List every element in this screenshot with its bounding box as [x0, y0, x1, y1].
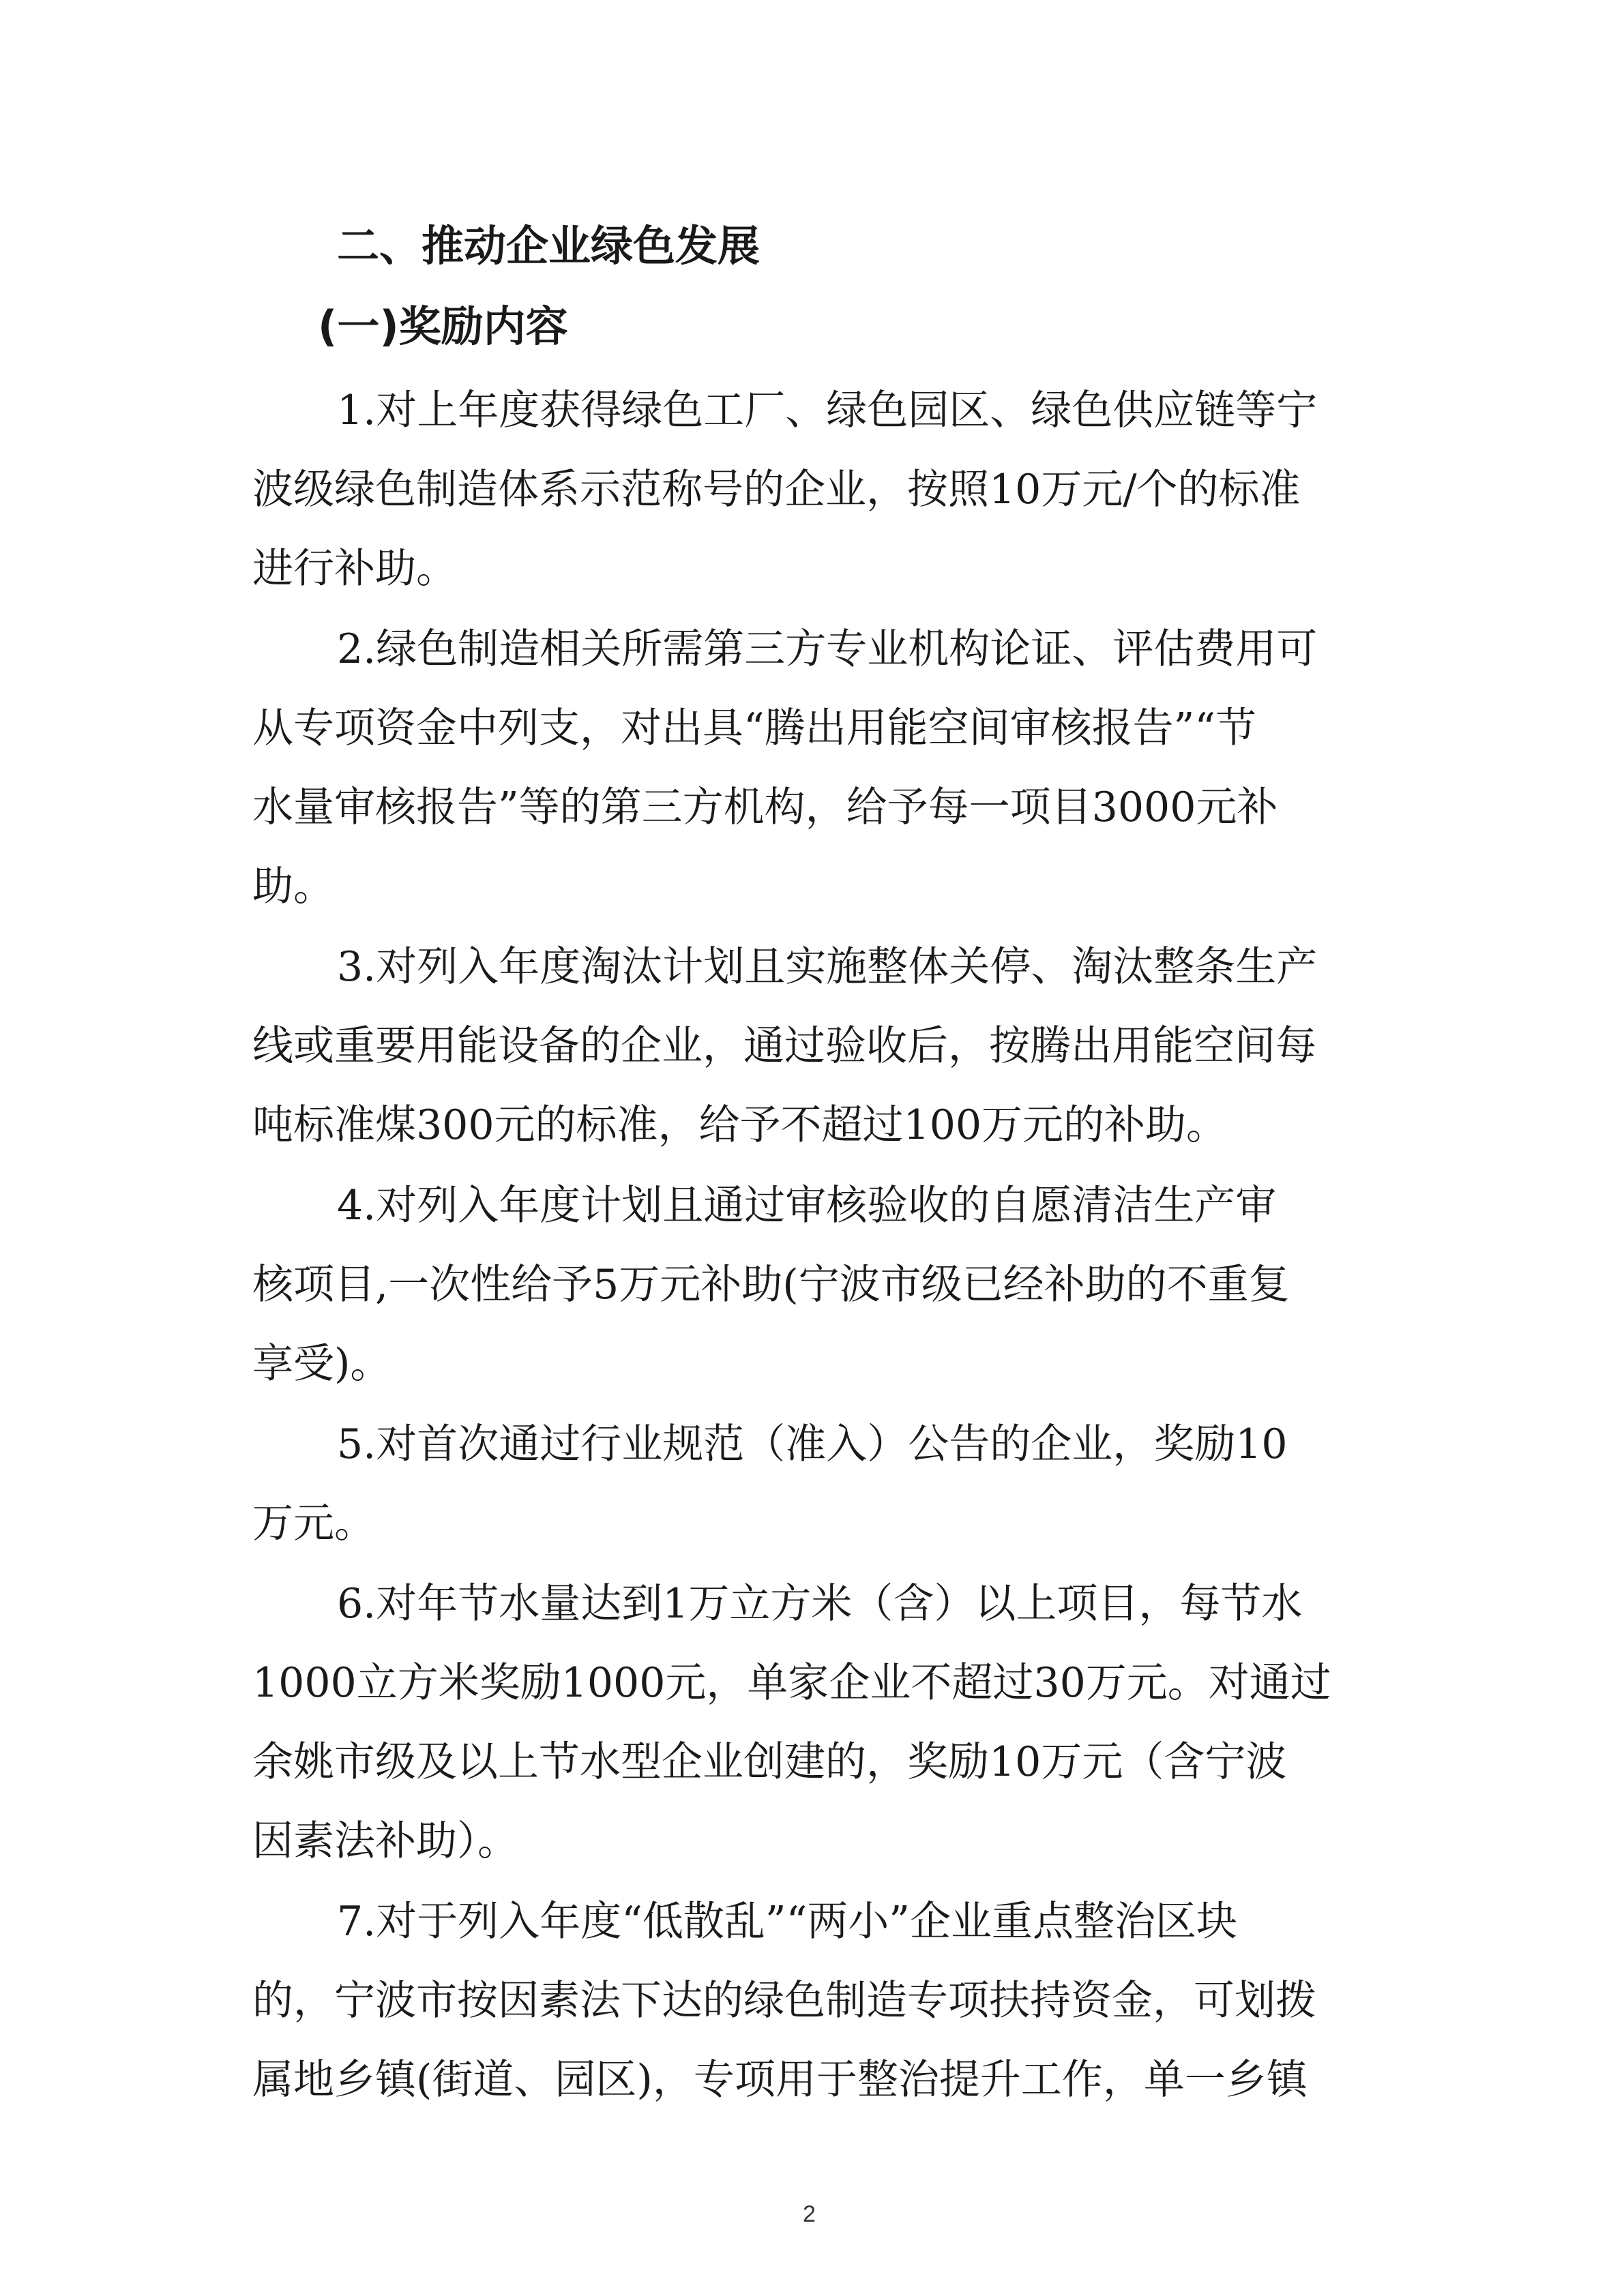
paragraph-line: 7.对于列入年度“低散乱”“两小”企业重点整治区块	[337, 1898, 1237, 1945]
paragraph-line: 吨标准煤300元的标准，给予不超过100万元的补助。	[252, 1101, 1228, 1149]
paragraph-line: 1.对上年度获得绿色工厂、绿色园区、绿色供应链等宁	[337, 387, 1318, 434]
paragraph-line: 余姚市级及以上节水型企业创建的，奖励10万元（含宁波	[252, 1738, 1287, 1786]
paragraph-line: 从专项资金中列支，对出具“腾出用能空间审核报告”“节	[252, 704, 1257, 752]
paragraph-line: 6.对年节水量达到1万立方米（含）以上项目，每节水	[337, 1580, 1303, 1628]
paragraph-line: 的，宁波市按因素法下达的绿色制造专项扶持资金，可划拨	[252, 1977, 1316, 2025]
paragraph-line: 万元。	[252, 1500, 375, 1547]
section-heading: 二、推动企业绿色发展	[337, 221, 761, 271]
paragraph-line: 属地乡镇(街道、园区)，专项用于整治提升工作，单一乡镇	[252, 2056, 1308, 2104]
paragraph-line: 进行补助。	[252, 545, 457, 593]
paragraph-line: 2.绿色制造相关所需第三方专业机构论证、评估费用可	[337, 625, 1318, 673]
subsection-heading: (一)奖励内容	[318, 301, 568, 351]
paragraph-line: 助。	[252, 863, 334, 910]
paragraph-line: 1000立方米奖励1000元，单家企业不超过30万元。对通过	[252, 1659, 1331, 1707]
paragraph-line: 波级绿色制造体系示范称号的企业，按照10万元/个的标准	[252, 466, 1301, 513]
paragraph-line: 线或重要用能设备的企业，通过验收后，按腾出用能空间每	[252, 1022, 1316, 1070]
paragraph-line: 水量审核报告”等的第三方机构，给予每一项目3000元补	[252, 784, 1278, 831]
paragraph-line: 3.对列入年度淘汰计划且实施整体关停、淘汰整条生产	[337, 943, 1318, 991]
paragraph-line: 核项目,一次性给予5万元补助(宁波市级已经补助的不重复	[252, 1261, 1290, 1309]
page-number: 2	[803, 2201, 816, 2227]
paragraph-line: 4.对列入年度计划且通过审核验收的自愿清洁生产审	[337, 1182, 1277, 1229]
paragraph-line: 享受)。	[252, 1340, 392, 1388]
paragraph-line: 5.对首次通过行业规范（准入）公告的企业，奖励10	[337, 1420, 1288, 1468]
paragraph-line: 因素法补助）。	[252, 1817, 518, 1865]
